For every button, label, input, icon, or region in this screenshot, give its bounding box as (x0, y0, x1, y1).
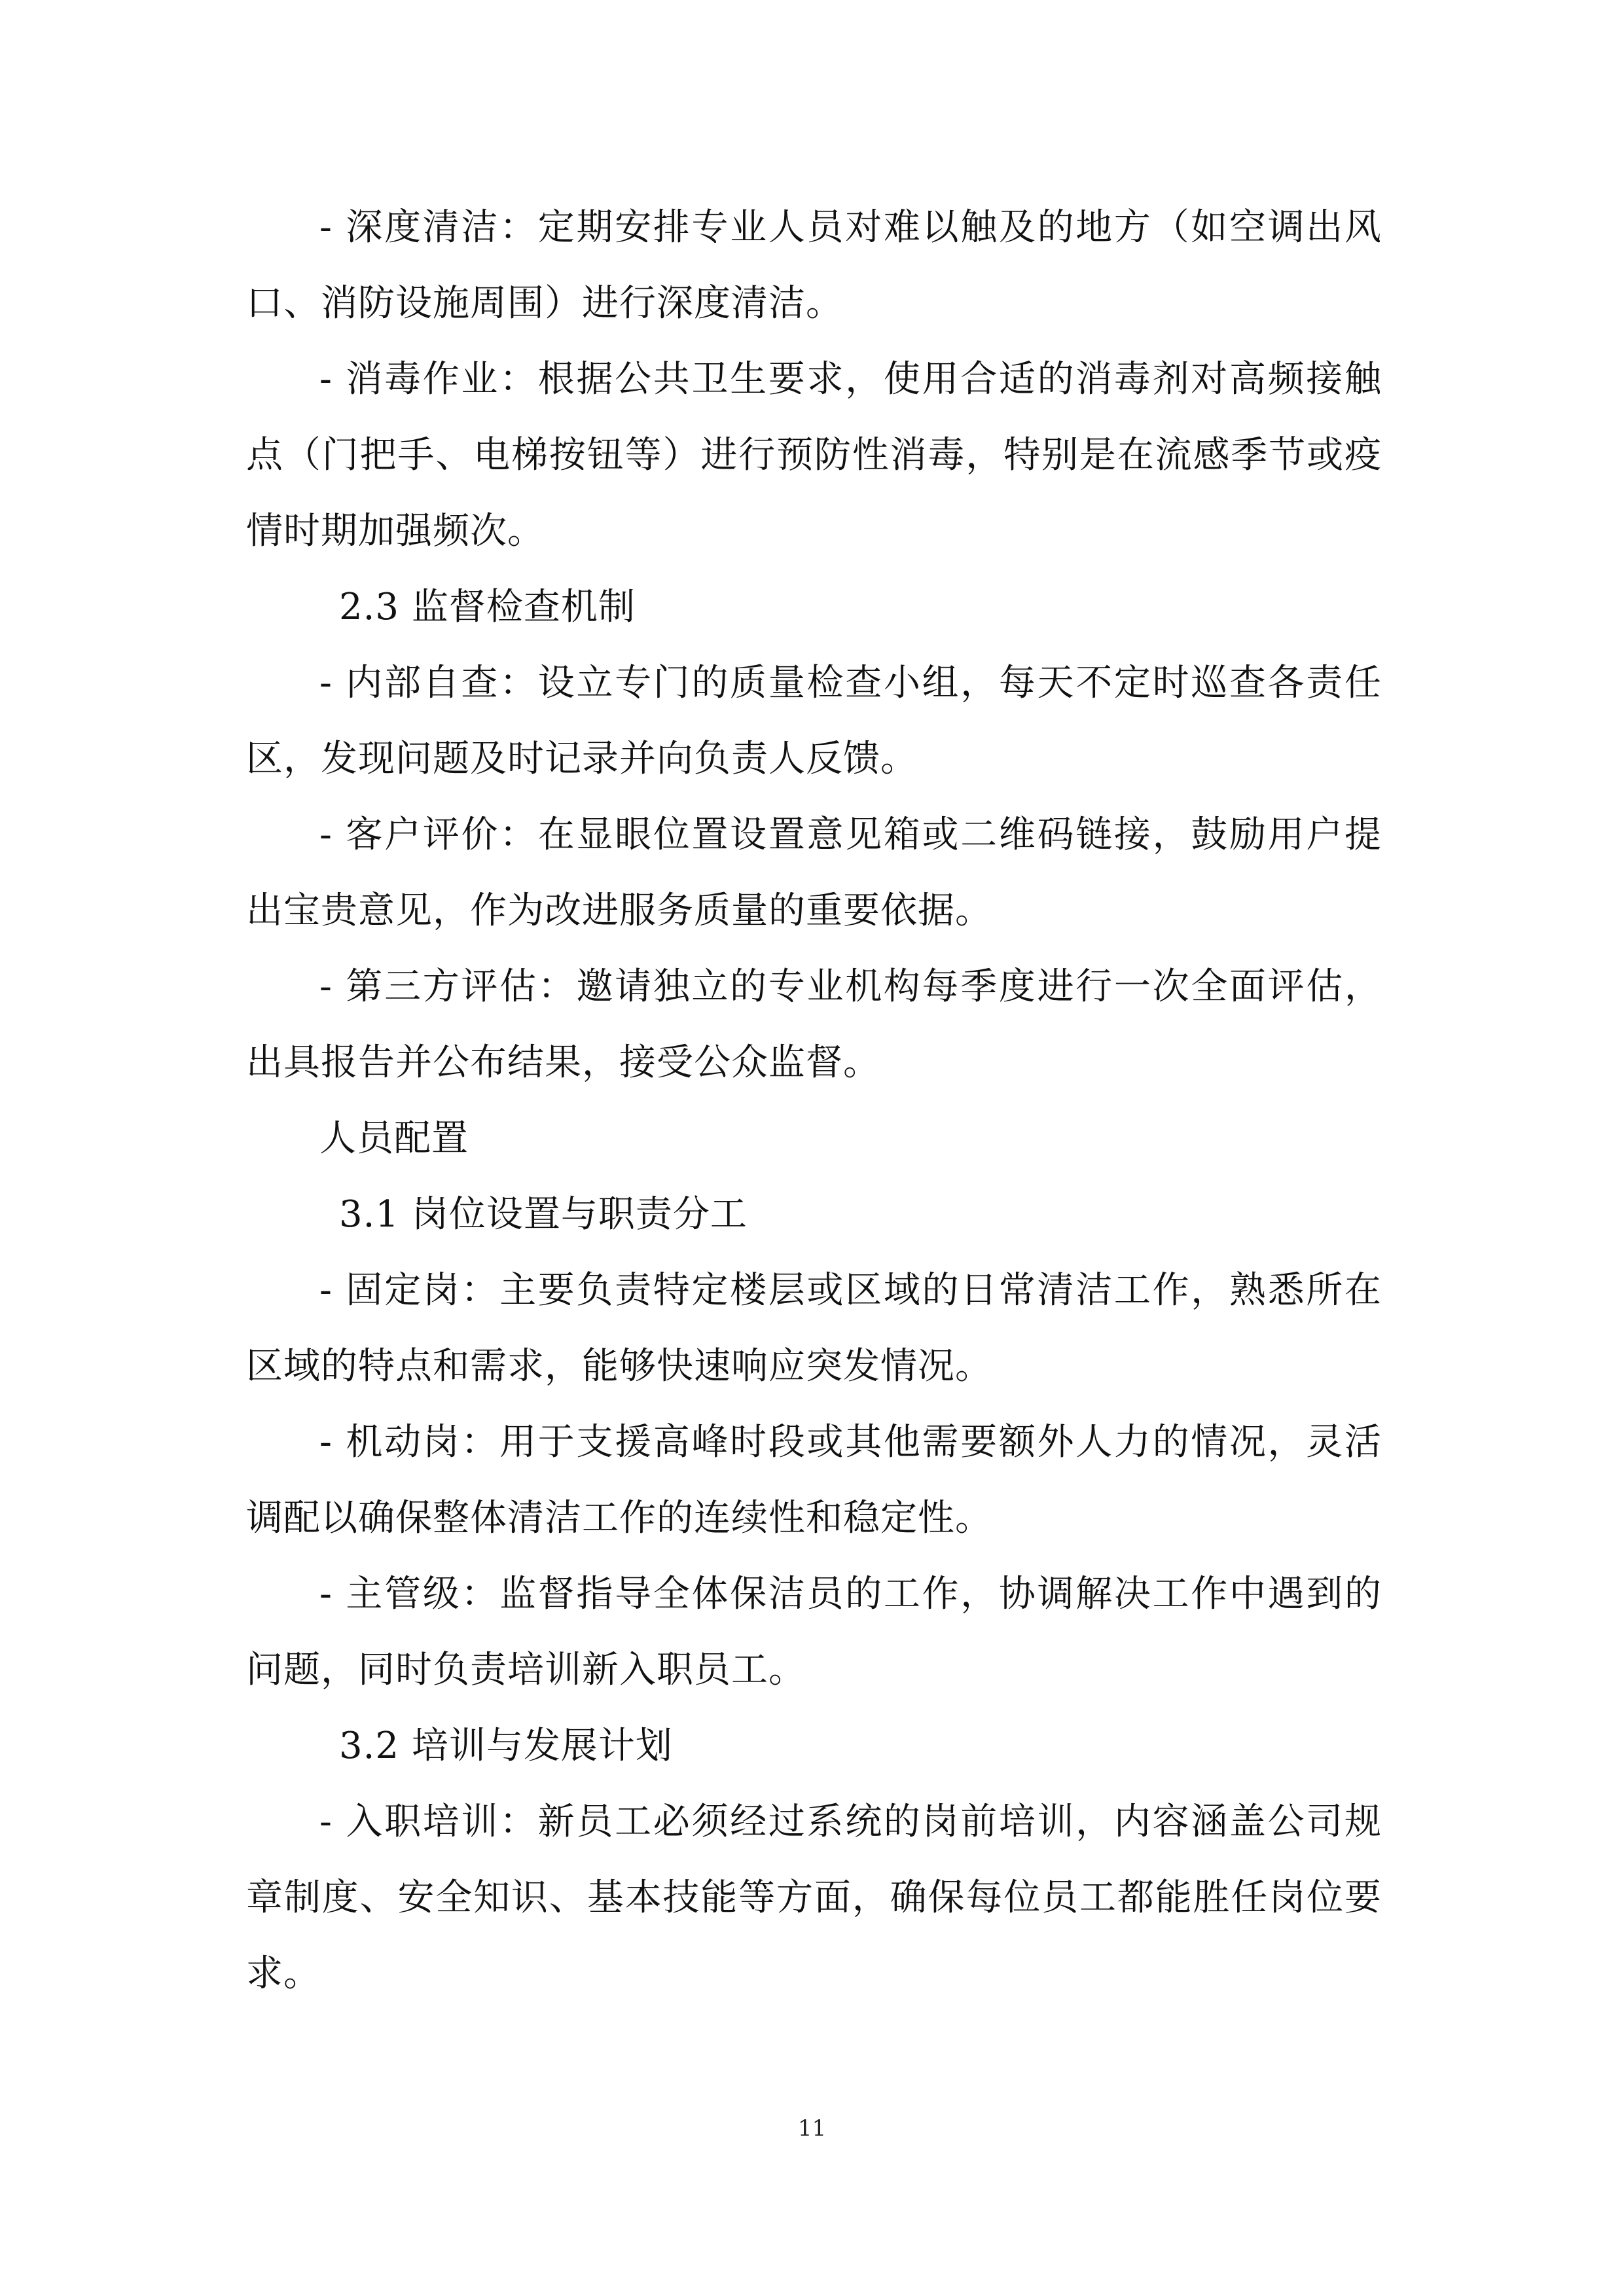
page-body (246, 190, 1382, 2012)
paragraph-disinfection: - 消毒作业：根据公共卫生要求，使用合适的消毒剂对高频接触点（门把手、电梯按钮等）进行预防性消毒，特别是在流感季节或疫情时期加强频次。 (246, 358, 1382, 552)
paragraph-internal-check: - 内部自查：设立专门的质量检查小组，每天不定时巡查各责任区，发现问题及时记录并向负责人反馈。 (246, 662, 1382, 780)
paragraph-deep-cleaning: - 深度清洁：定期安排专业人员对难以触及的地方（如空调出风口、消防设施周围）进行深度清洁。 (246, 206, 1382, 325)
page-number: 11 (797, 2115, 827, 2142)
paragraph-customer-feedback: - 客户评价：在显眼位置设置意见箱或二维码链接，鼓励用户提出宝贵意见，作为改进服务质量的重要依据。 (246, 814, 1382, 932)
paragraph-fixed-post: - 固定岗：主要负责特定楼层或区域的日常清洁工作，熟悉所在区域的特点和需求，能够快速响应突发情况。 (246, 1269, 1382, 1388)
paragraph-third-party-evaluation: - 第三方评估：邀请独立的专业机构每季度进行一次全面评估，出具报告并公布结果，接受公众监督。 (246, 965, 1382, 1084)
paragraph-mobile-post: - 机动岗：用于支援高峰时段或其他需要额外人力的情况，灵活调配以确保整体清洁工作的连续性和稳定性。 (246, 1421, 1382, 1539)
paragraph-supervisor: - 主管级：监督指导全体保洁员的工作，协调解决工作中遇到的问题，同时负责培训新入职员工。 (246, 1573, 1382, 1691)
paragraph-onboarding-training: - 入职培训：新员工必须经过系统的岗前培训，内容涵盖公司规章制度、安全知识、基本技能等方面，确保每位员工都能胜任岗位要求。 (246, 1801, 1382, 1995)
heading-2-3-supervision: 2.3 监督检查机制 (339, 586, 636, 628)
section-title-staffing: 人员配置 (319, 1117, 469, 1160)
heading-3-2-training: 3.2 培训与发展计划 (339, 1725, 673, 1767)
heading-3-1-positions: 3.1 岗位设置与职责分工 (339, 1193, 748, 1236)
